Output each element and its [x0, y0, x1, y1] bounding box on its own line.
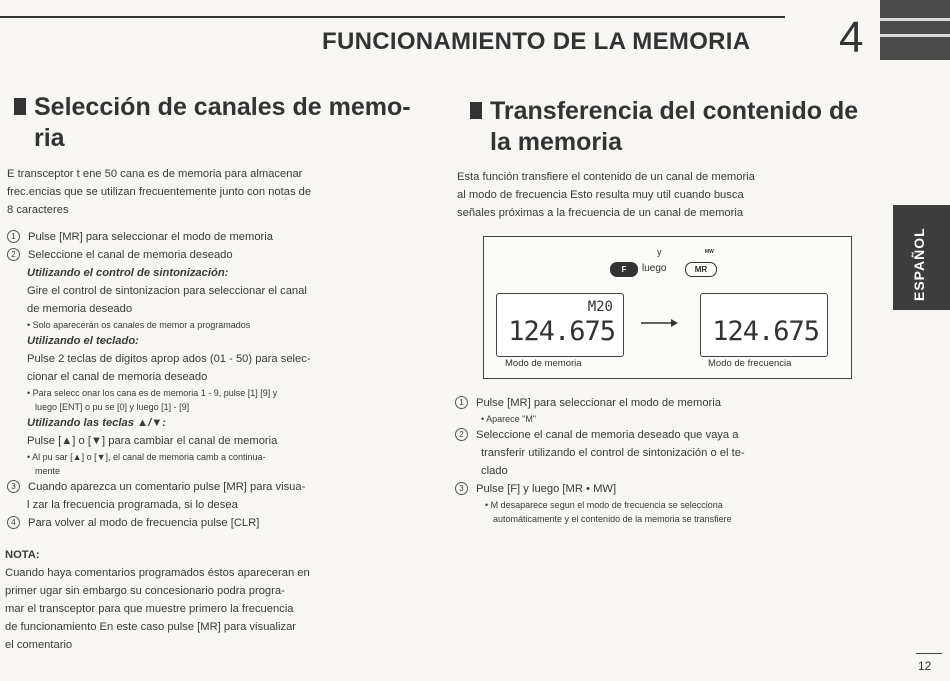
step-number: 3 [455, 482, 468, 495]
text-line: 8 caracteres [7, 204, 69, 216]
right-heading-line2: la memoria [490, 128, 623, 156]
left-heading-line2: ria [34, 124, 65, 152]
mr-key-icon [685, 262, 717, 277]
step-number: 1 [7, 230, 20, 243]
left-intro [7, 165, 417, 219]
diagram-luego: luego [642, 263, 667, 274]
right-section-heading [490, 96, 870, 158]
note-line: • M desaparece segun el modo de frecuencia se selecciona [485, 500, 723, 510]
text-line: l zar la frecuencia programada, si lo desea [27, 499, 238, 511]
right-intro [457, 168, 867, 222]
mr-key-label: MR [694, 265, 708, 274]
note-line: automáticamente y el contenido de la memoria se transfiere [493, 514, 732, 524]
substep-title: Utilizando el control de sintonización: [27, 267, 229, 279]
page-title: FUNCIONAMIENTO DE LA MEMORIA [322, 28, 751, 55]
substep-dial [7, 264, 417, 478]
left-heading-line1: Selección de canales de memo- [34, 93, 411, 121]
caption-frequency-mode: Modo de frecuencia [708, 358, 792, 369]
step-4 [7, 514, 417, 532]
step-1 [455, 394, 855, 412]
text-line: E transceptor t ene 50 cana es de memoria para almacenar [7, 168, 303, 180]
page-number-rule [916, 653, 942, 654]
step-3 [455, 480, 855, 498]
step-text: Pulse [MR] para seleccionar el modo de memoria [476, 397, 721, 409]
step-text: Seleccione el canal de memoria deseado [28, 249, 233, 261]
left-steps [7, 228, 417, 532]
step-1 [7, 228, 417, 246]
lcd-frequency: 124.675 [508, 316, 615, 347]
language-tab [893, 205, 950, 310]
text-line: al modo de frecuencia Esto resulta muy util cuando busca [457, 189, 744, 201]
step-number: 4 [7, 516, 20, 529]
step-3 [7, 478, 417, 496]
step-2 [455, 426, 855, 444]
right-steps [455, 394, 855, 526]
f-key-icon [610, 262, 638, 277]
text-line: transferir utilizando el control de sintonización o el te- [481, 447, 745, 459]
lcd-frequency: 124.675 [712, 316, 819, 347]
step-text: Pulse [F] y luego [MR • MW] [476, 483, 617, 495]
step-number: 1 [455, 396, 468, 409]
substep-title: Utilizando las teclas ▲/▼: [27, 417, 167, 429]
note-line: luego [ENT] o pu se [0] y luego [1] - [9] [35, 402, 190, 412]
text-line: Pulse [▲] o [▼] para cambiar el canal de memoria [27, 435, 278, 447]
text-line: de funcionamiento En este caso pulse [MR] para visualizar [5, 621, 297, 633]
text-line: clado [481, 465, 508, 477]
step-text: Pulse [MR] para seleccionar el modo de memoria [28, 231, 273, 243]
text-line: frec.encias que se utilizan frecuentemente junto con notas de [7, 186, 312, 198]
text-line: el comentario [5, 639, 73, 651]
text-line: Gire el control de sintonizacion para seleccionar el canal [27, 285, 307, 297]
text-line: cionar el canal de memoria deseado [27, 371, 208, 383]
note-line: • Para selecc onar los cana es de memoria 1 - 9, pulse [1] [9] y [27, 388, 278, 398]
language-tab-label: ESPAÑOL [911, 227, 927, 301]
substep-title: Utilizando el teclado: [27, 335, 139, 347]
step-2 [7, 246, 417, 264]
text-line: Pulse 2 teclas de digitos aprop ados (01 - 50) para selec- [27, 353, 311, 365]
memory-transfer-diagram [483, 236, 852, 379]
note-line: • Aparece "M" [481, 414, 537, 424]
step-text: Cuando aparezca un comentario pulse [MR] para visua- [28, 481, 306, 493]
text-line: primer ugar sin embargo su concesionario podra progra- [5, 585, 285, 597]
left-section-heading [34, 92, 434, 154]
f-key-label: F [621, 265, 627, 274]
note-line: mente [35, 466, 61, 476]
text-line: Esta función transfiere el contenido de un canal de memoria [457, 171, 755, 183]
step-number: 2 [7, 248, 20, 261]
corner-tab [880, 0, 950, 60]
right-heading-line1: Transferencia del contenido de [490, 97, 859, 125]
lcd-memory-mode [496, 293, 624, 357]
caption-memory-mode: Modo de memoria [505, 358, 582, 369]
note-line: • Solo aparecerán os canales de memor a programados [27, 320, 251, 330]
text-line: mar el transceptor para que muestre primero la frecuencia [5, 603, 294, 615]
step-number: 3 [7, 480, 20, 493]
nota-block [5, 546, 415, 654]
text-line: de memoria deseado [27, 303, 133, 315]
chapter-number: 4 [839, 13, 864, 62]
page-number: 12 [918, 659, 932, 673]
step-number: 2 [455, 428, 468, 441]
note-line: • Al pu sar [▲] o [▼], el canal de memoria camb a continua- [27, 452, 266, 462]
step-text: Para volver al modo de frecuencia pulse [CLR] [28, 517, 260, 529]
heading-bullet-icon [14, 98, 26, 115]
diagram-mw-label: MW [705, 249, 714, 255]
text-line: Cuando haya comentarios programados éstos apareceran en [5, 567, 310, 579]
lcd-frequency-mode [700, 293, 828, 357]
header-rule [0, 16, 785, 18]
step-text: Seleccione el canal de memoria deseado que vaya a [476, 429, 739, 441]
nota-title: NOTA: [5, 549, 40, 561]
arrow-right-icon [639, 317, 679, 329]
lcd-channel: M20 [587, 299, 613, 315]
heading-bullet-icon [470, 102, 482, 119]
text-line: señales próximas a la frecuencia de un canal de memoria [457, 207, 744, 219]
diagram-y-label: y [657, 247, 662, 257]
